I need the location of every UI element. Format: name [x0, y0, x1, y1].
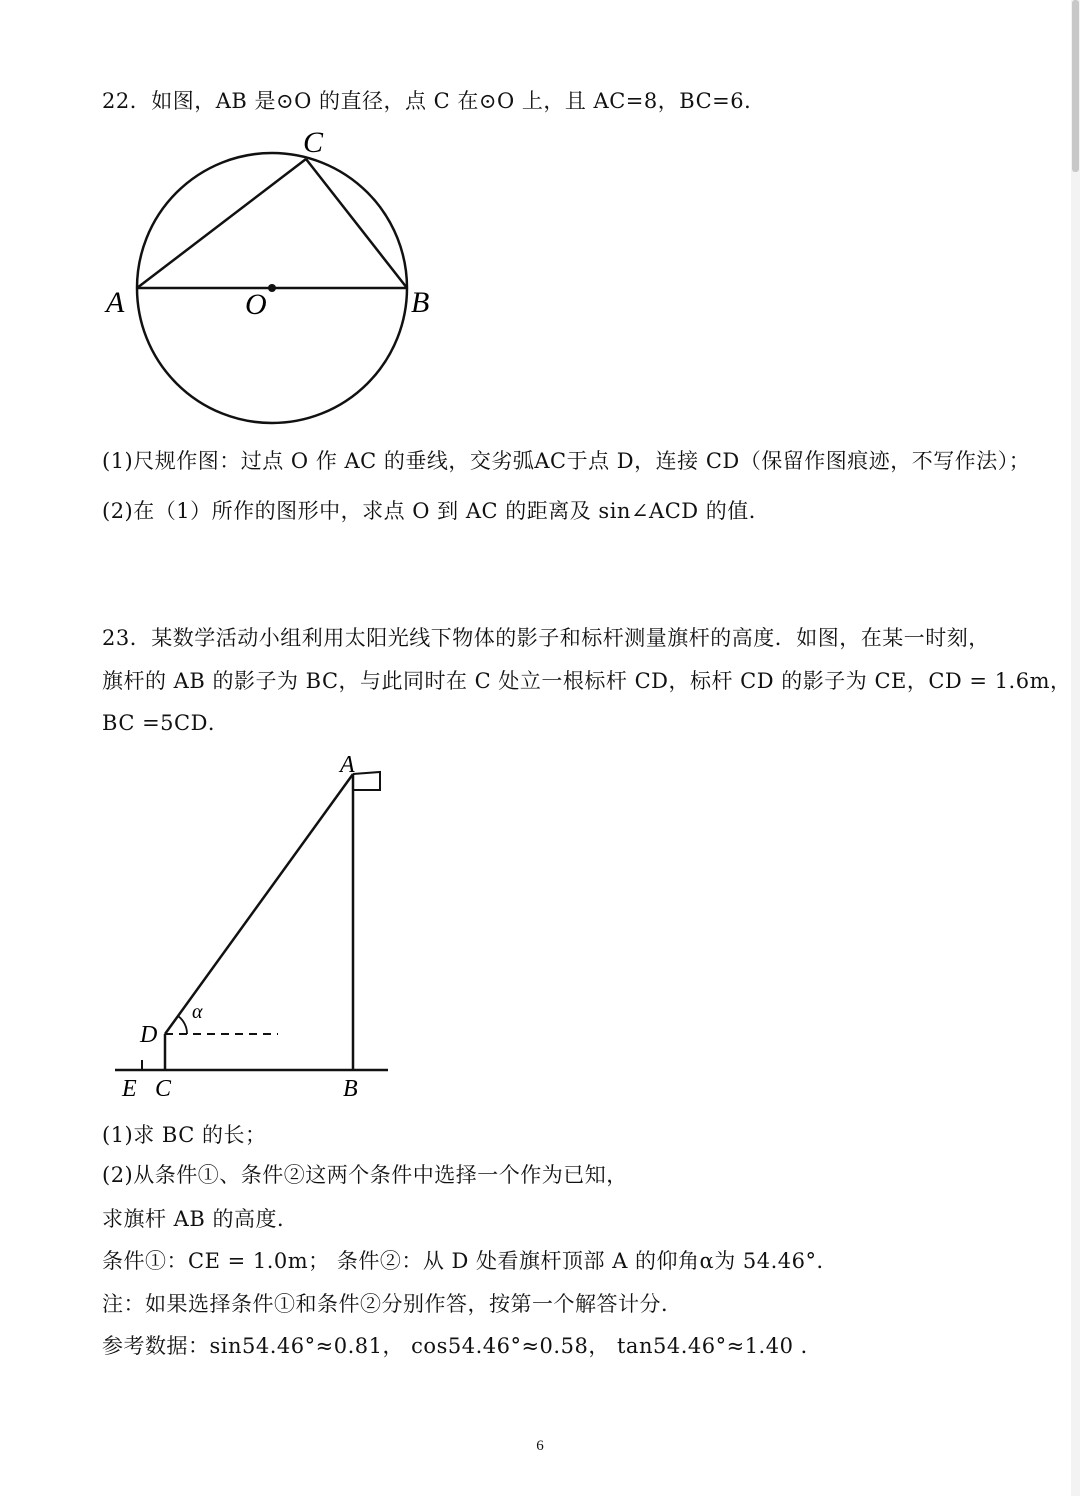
scrollbar[interactable] [1071, 0, 1080, 1496]
q23-stem-line2: 旗杆的 AB 的影子为 BC，与此同时在 C 处立一根标杆 CD，标杆 CD 的影子为 CE，CD = 1.6m， [102, 669, 1072, 693]
q23-note: 注：如果选择条件①和条件②分别作答，按第一个解答计分． [102, 1292, 683, 1316]
flag-icon [353, 772, 380, 790]
q23-part2: (2)从条件①、条件②这两个条件中选择一个作为已知， [102, 1163, 628, 1187]
label-o: O [245, 288, 267, 321]
q23-conditions: 条件①：CE = 1.0m； 条件②：从 D 处看旗杆顶部 A 的仰角α为 54.46°． [102, 1249, 839, 1273]
center-point-o [268, 284, 276, 292]
q22-circle-figure [100, 128, 445, 428]
label-b: B [343, 1076, 358, 1102]
label-alpha: α [192, 1001, 203, 1023]
label-b: B [411, 286, 430, 319]
q23-stem-line1: 23．某数学活动小组利用太阳光线下物体的影子和标杆测量旗杆的高度．如图，在某一时刻， [102, 626, 990, 650]
q23-part2-continued: 求旗杆 AB 的高度． [102, 1207, 299, 1231]
q23-part1: (1)求 BC 的长； [102, 1123, 267, 1147]
label-a: A [340, 752, 355, 778]
label-c: C [155, 1076, 172, 1102]
page-number: 6 [536, 1438, 544, 1454]
label-a: A [106, 286, 125, 319]
label-e: E [122, 1076, 137, 1102]
label-d: D [140, 1022, 158, 1048]
q23-stem-line3: BC =5CD． [102, 711, 230, 735]
chord-ac [137, 159, 306, 288]
angle-alpha-arc [178, 1016, 187, 1034]
label-c: C [303, 128, 324, 159]
q22-part1: (1)尺规作图：过点 O 作 AC 的垂线，交劣弧AC于点 D，连接 CD（保留作图痕迹，不写作法）； [102, 449, 1031, 473]
scrollbar-thumb[interactable] [1072, 0, 1079, 172]
sight-line-da [165, 774, 353, 1034]
q23-reference-data: 参考数据：sin54.46°≈0.81， cos54.46°≈0.58， tan54.46°≈1.40 ． [102, 1334, 823, 1358]
q22-stem: 22．如图，AB 是⊙O 的直径，点 C 在⊙O 上，且 AC=8，BC=6． [102, 89, 766, 113]
q22-part2: (2)在（1）所作的图形中，求点 O 到 AC 的距离及 sin∠ACD 的值． [102, 499, 771, 523]
q23-flagpole-figure [110, 748, 400, 1108]
